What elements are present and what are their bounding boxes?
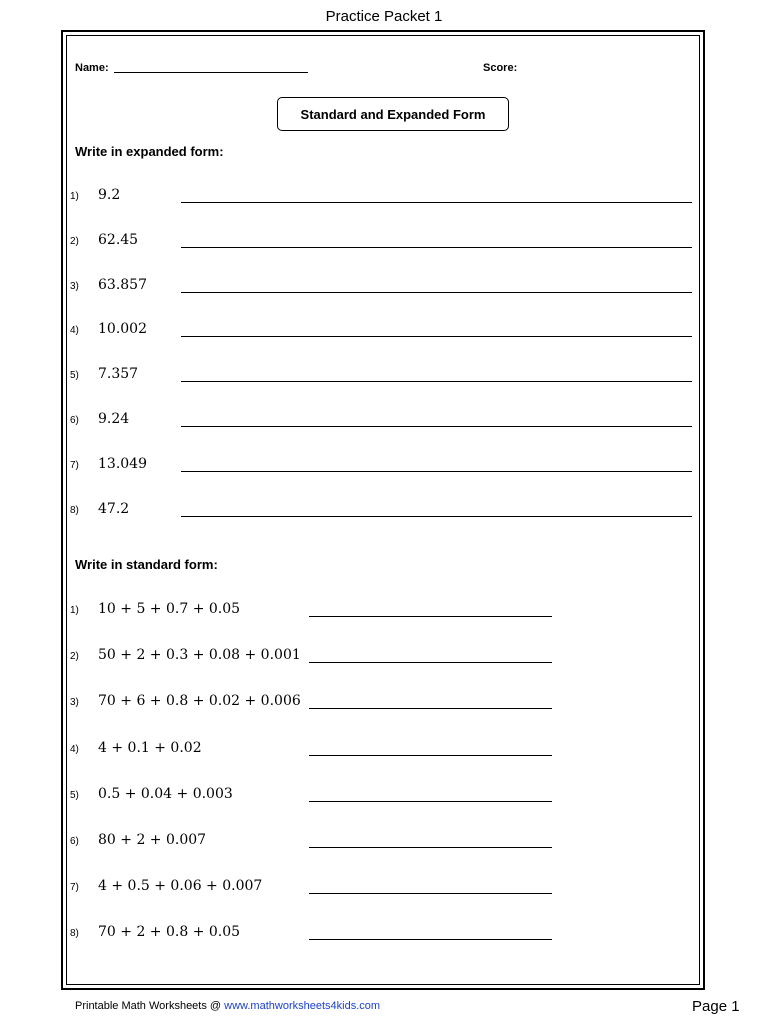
question-row [0, 501, 768, 521]
question-number: 7) [70, 459, 79, 471]
score-label: Score: [483, 62, 518, 74]
question-value: 63.857 [98, 276, 147, 293]
answer-line[interactable] [309, 939, 552, 940]
question-number: 2) [70, 651, 79, 663]
question-number: 1) [70, 191, 79, 202]
question-value: 80 + 2 + 0.007 [98, 832, 207, 848]
page-header-title: Practice Packet 1 [325, 8, 443, 25]
question-number: 3) [70, 697, 79, 709]
worksheet-title: Standard and Expanded Form [277, 97, 509, 131]
question-row [0, 277, 768, 297]
question-number: 5) [70, 789, 79, 801]
answer-line[interactable] [309, 708, 552, 709]
name-field-line[interactable] [114, 72, 308, 73]
answer-line[interactable] [181, 381, 692, 382]
answer-line[interactable] [181, 336, 692, 337]
question-row [0, 740, 768, 760]
answer-line[interactable] [309, 847, 552, 848]
answer-line[interactable] [309, 893, 552, 894]
question-number: 6) [70, 415, 79, 426]
question-value: 7.357 [98, 366, 139, 383]
answer-line[interactable] [309, 662, 552, 663]
question-number: 6) [70, 836, 79, 847]
question-number: 1) [70, 605, 79, 616]
question-value: 4 + 0.5 + 0.06 + 0.007 [98, 878, 263, 895]
answer-line[interactable] [309, 755, 552, 756]
answer-line[interactable] [181, 202, 692, 203]
question-value: 70 + 2 + 0.8 + 0.05 [98, 924, 241, 941]
question-number: 7) [70, 882, 79, 894]
question-number: 4) [70, 325, 79, 337]
question-row [0, 693, 768, 713]
answer-line[interactable] [309, 616, 552, 617]
footer-link[interactable]: www.mathworksheets4kids.com [224, 1000, 381, 1012]
question-value: 4 + 0.1 + 0.02 [98, 739, 202, 756]
question-value: 70 + 6 + 0.8 + 0.02 + 0.006 [98, 693, 301, 710]
question-number: 8) [70, 928, 79, 940]
question-row [0, 786, 768, 806]
footer-prefix: Printable Math Worksheets @ [75, 1000, 225, 1012]
question-value: 9.24 [98, 411, 130, 427]
question-value: 13.049 [98, 455, 147, 472]
question-row [0, 456, 768, 476]
question-row [0, 366, 768, 386]
question-number: 3) [70, 280, 79, 292]
question-row [0, 321, 768, 341]
question-value: 47.2 [98, 500, 130, 517]
question-number: 4) [70, 743, 79, 755]
standard-form-heading: Write in standard form: [75, 557, 218, 572]
page-number: Page 1 [692, 998, 740, 1015]
answer-line[interactable] [181, 292, 692, 293]
question-row [0, 832, 768, 852]
question-value: 50 + 2 + 0.3 + 0.08 + 0.001 [98, 647, 301, 664]
name-label: Name: [75, 62, 109, 74]
footer-credit [75, 1000, 380, 1012]
question-number: 2) [70, 235, 79, 247]
question-row [0, 647, 768, 667]
question-row [0, 411, 768, 431]
expanded-form-heading: Write in expanded form: [75, 144, 224, 159]
question-value: 62.45 [98, 231, 139, 248]
answer-line[interactable] [181, 247, 692, 248]
question-row [0, 232, 768, 252]
answer-line[interactable] [309, 801, 552, 802]
question-row [0, 187, 768, 207]
question-value: 10 + 5 + 0.7 + 0.05 [98, 601, 241, 617]
answer-line[interactable] [181, 516, 692, 517]
question-number: 8) [70, 504, 79, 516]
question-row [0, 924, 768, 944]
question-value: 9.2 [98, 187, 121, 203]
question-number: 5) [70, 370, 79, 382]
question-value: 0.5 + 0.04 + 0.003 [98, 785, 233, 802]
question-row [0, 878, 768, 898]
question-row [0, 601, 768, 621]
answer-line[interactable] [181, 426, 692, 427]
answer-line[interactable] [181, 471, 692, 472]
question-value: 10.002 [98, 321, 147, 338]
